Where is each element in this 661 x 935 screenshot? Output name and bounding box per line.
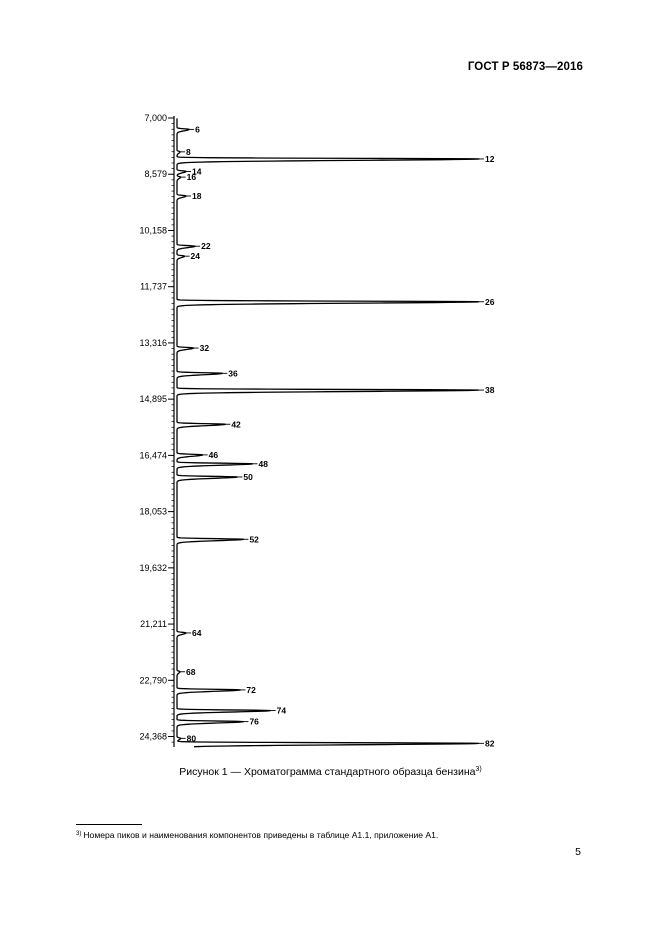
peak-label: 36 (228, 368, 238, 379)
tick-label: 19,632 (139, 562, 167, 573)
peak-label: 52 (249, 534, 259, 545)
page-number: 5 (575, 846, 581, 858)
peak-label: 48 (258, 458, 268, 469)
tick-label: 22,790 (139, 675, 167, 686)
footnote-ref: 3) (76, 831, 82, 837)
peak-label: 82 (485, 738, 495, 749)
tick-label: 10,158 (139, 225, 167, 236)
tick-label: 16,474 (139, 450, 167, 461)
peak-label: 18 (192, 190, 202, 201)
trace-line (177, 118, 479, 746)
footnote (76, 830, 438, 840)
document-code: ГОСТ Р 56873—2016 (467, 61, 583, 73)
tick-label: 13,316 (139, 337, 167, 348)
peak-label: 8 (186, 146, 191, 157)
chromatogram-trace (177, 118, 479, 746)
peak-label: 12 (485, 153, 495, 164)
tick-label: 24,368 (139, 731, 167, 742)
peak-label: 68 (186, 666, 196, 677)
caption-footnote-ref: 3) (475, 766, 482, 773)
peak-label: 38 (485, 385, 495, 396)
tick-label: 14,895 (139, 394, 167, 405)
peak-label: 26 (485, 296, 495, 307)
peak-label: 16 (186, 172, 197, 183)
peak-label: 80 (186, 733, 197, 744)
tick-label: 21,211 (140, 619, 167, 630)
peak-label: 32 (199, 343, 210, 354)
tick-label: 11,737 (140, 281, 167, 292)
peak-label: 24 (190, 251, 201, 262)
peak-label: 22 (201, 241, 211, 252)
figure-caption (0, 766, 661, 778)
footnote-text: Номера пиков и наименования компонентов приведены в таблице А1.1, приложение А1. (83, 830, 439, 840)
caption-text: Рисунок 1 — Хроматограмма стандартного образца бензина (179, 766, 476, 778)
peak-labels (180, 124, 495, 748)
tick-label: 18,053 (139, 506, 167, 517)
peak-label: 14 (192, 166, 202, 177)
peak-label: 6 (195, 124, 200, 135)
tick-label: 8,579 (144, 169, 167, 180)
peak-label: 72 (246, 684, 256, 695)
peak-label: 46 (208, 449, 219, 460)
footnote-divider (76, 824, 142, 825)
peak-label: 74 (276, 705, 287, 716)
time-axis (139, 113, 174, 747)
peak-label: 50 (243, 471, 253, 482)
peak-label: 64 (192, 627, 202, 638)
peak-label: 42 (231, 419, 241, 430)
tick-label: 7,000 (144, 113, 167, 123)
peak-label: 76 (249, 716, 259, 727)
